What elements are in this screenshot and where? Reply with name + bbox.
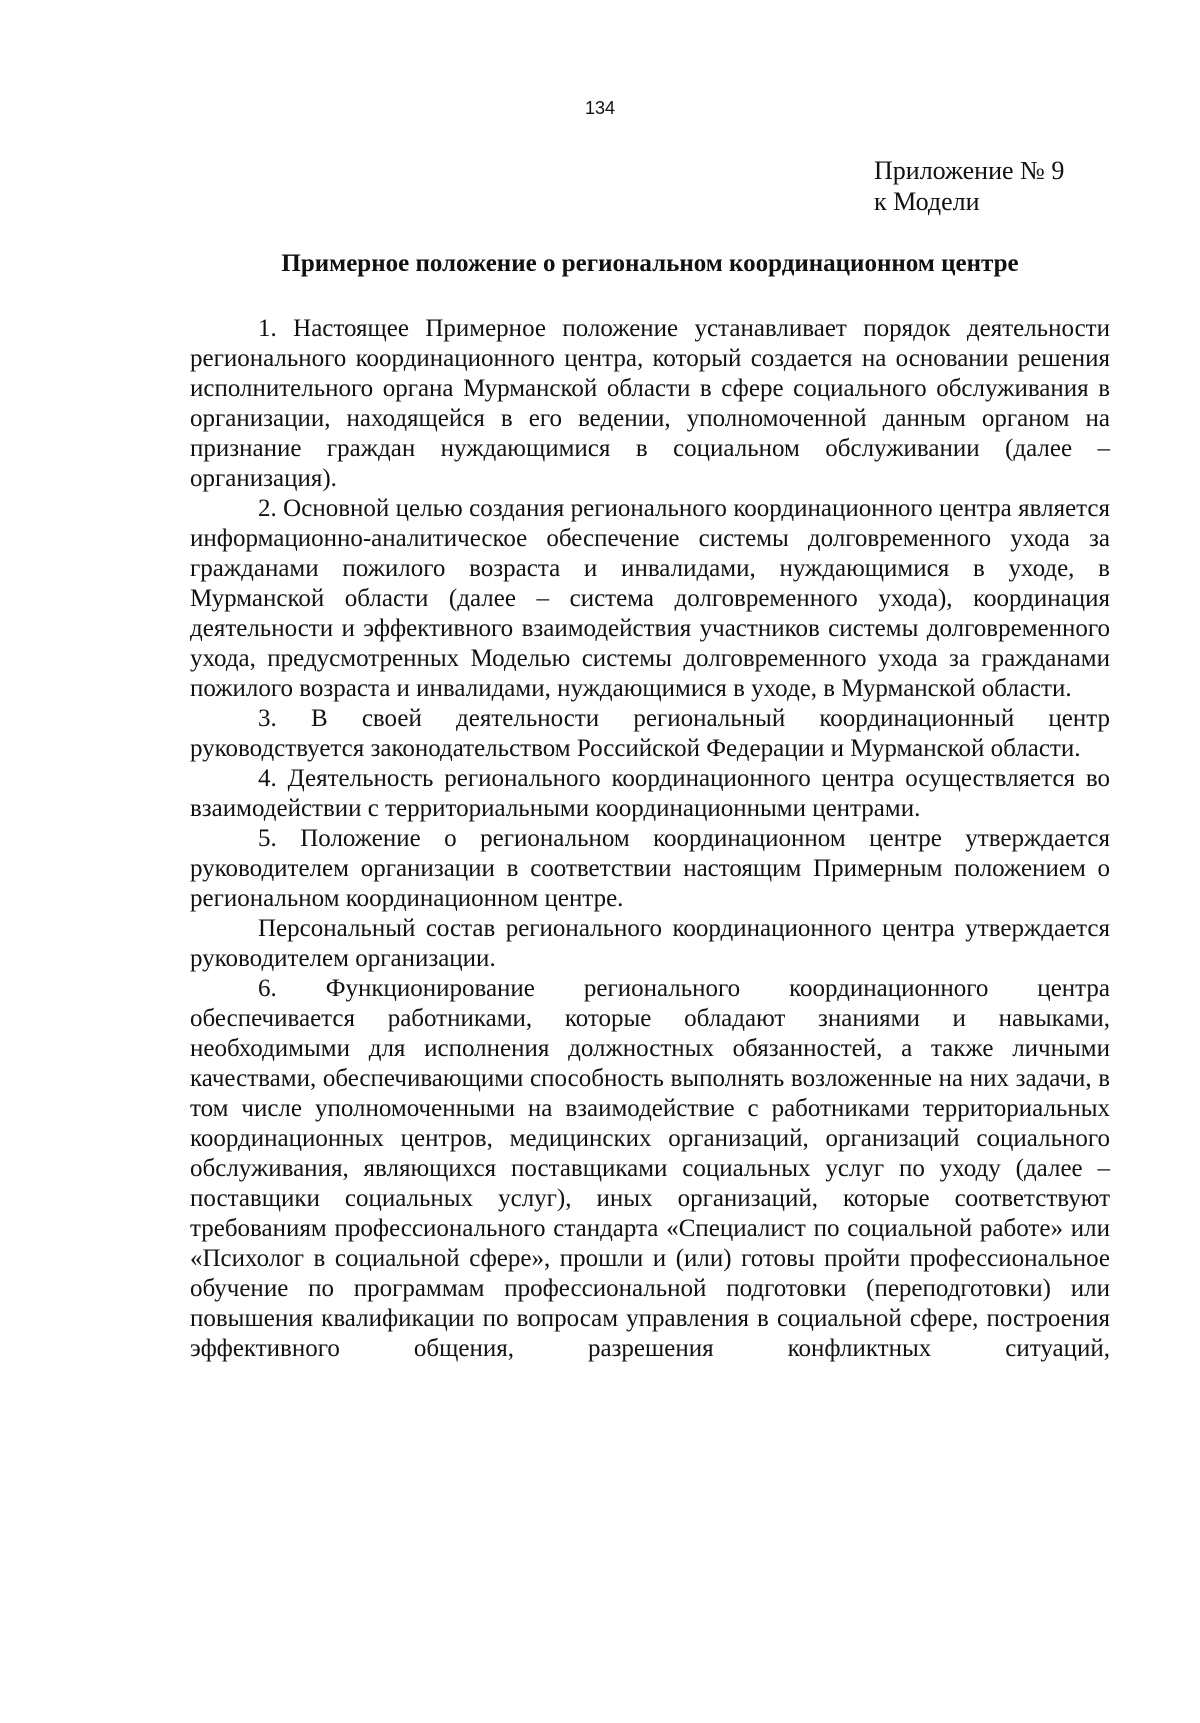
paragraph-5: 5. Положение о региональном координационном центре утверждается руководителем организации в соответствии настоящим Примерным положением о региональном координационном центре. xyxy=(190,825,1110,912)
paragraph-5-personnel: Персональный состав регионального координационного центра утверждается руководителем организации. xyxy=(190,915,1110,972)
paragraph-4: 4. Деятельность регионального координационного центра осуществляется во взаимодействии с территориальными координационными центрами. xyxy=(190,765,1110,822)
paragraph-1: 1. Настоящее Примерное положение устанавливает порядок деятельности регионального координационного центра, который создается на основании решения исполнительного органа Мурманской области в сфере социального обслуживания в организации, находящейся в его ведении, уполномоченной данным органом на признание граждан нуждающимися в социальном обслуживании (далее – организация). xyxy=(190,315,1110,492)
appendix-reference xyxy=(874,155,1064,217)
page-number: 134 xyxy=(584,98,616,118)
paragraph-6: 6. Функционирование регионального координационного центра обеспечивается работниками, которые обладают знаниями и навыками, необходимыми для исполнения должностных обязанностей, а также личными качествами, обеспечивающими способность выполнять возложенные на них задачи, в том числе уполномоченными на взаимодействие с работниками территориальных координационных центров, медицинских организаций, организаций социального обслуживания, являющихся поставщиками социальных услуг по уходу (далее – поставщики социальных услуг), иных организаций, которые соответствуют требованиям профессионального стандарта «Специалист по социальной работе» или «Психолог в социальной сфере», прошли и (или) готовы пройти профессиональное обучение по программам профессиональной подготовки (переподготовки) или повышения квалификации по вопросам управления в социальной сфере, построения эффективного общения, разрешения конфликтных ситуаций, xyxy=(190,975,1110,1362)
paragraph-2: 2. Основной целью создания регионального координационного центра является информационно-аналитическое обеспечение системы долговременного ухода за гражданами пожилого возраста и инвалидами, нуждающимися в уходе, в Мурманской области (далее – система долговременного ухода), координация деятельности и эффективного взаимодействия участников системы долговременного ухода, предусмотренных Моделью системы долговременного ухода за гражданами пожилого возраста и инвалидами, нуждающимися в уходе, в Мурманской области. xyxy=(190,495,1110,702)
appendix-number: Приложение № 9 xyxy=(874,156,1065,185)
paragraph-3: 3. В своей деятельности региональный координационный центр руководствуется законодательством Российской Федерации и Мурманской области. xyxy=(190,705,1110,762)
document-title: Примерное положение о региональном координационном центре xyxy=(281,250,1019,277)
document-body xyxy=(190,314,1110,1364)
appendix-subject: к Модели xyxy=(874,187,980,216)
